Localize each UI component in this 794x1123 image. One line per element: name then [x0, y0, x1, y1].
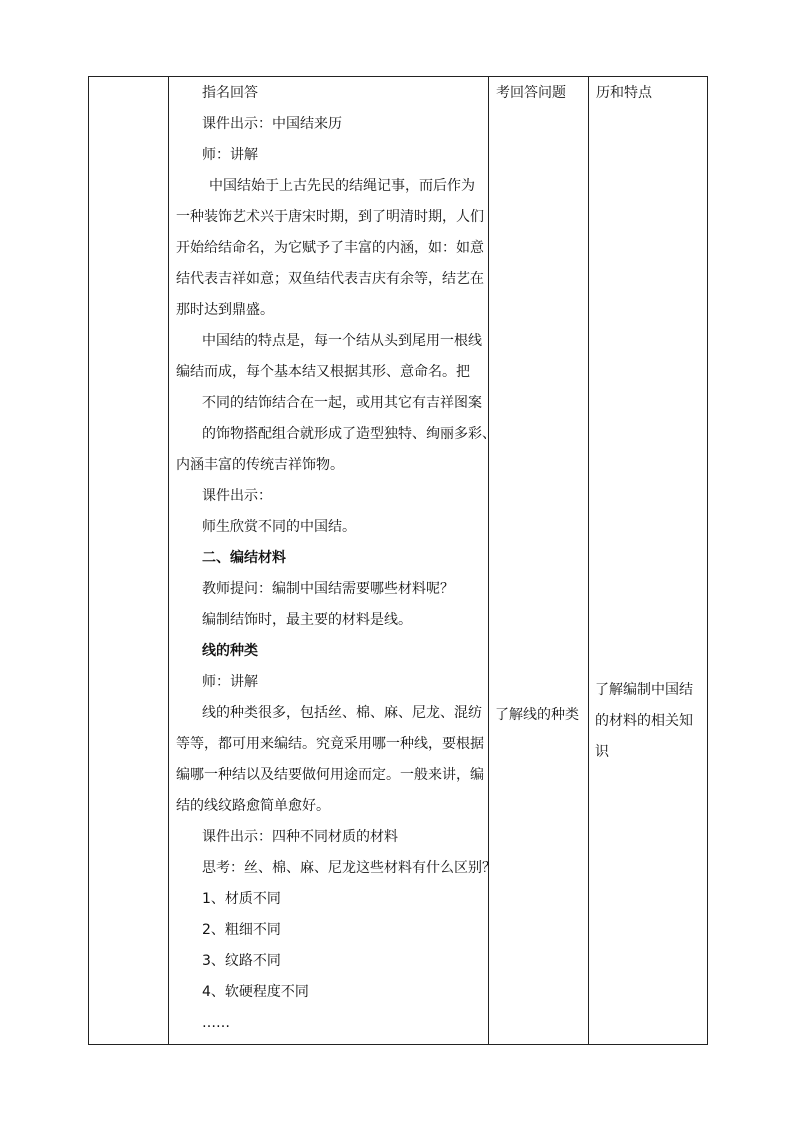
table-row — [89, 77, 708, 1045]
list-item: 4、软硬程度不同 — [202, 984, 309, 1000]
subsection-heading: 线的种类 — [202, 643, 258, 659]
section-heading: 二、编结材料 — [202, 550, 286, 566]
text-line: 师：讲解 — [202, 147, 258, 163]
text-line: 等等，都可用来编结。究竟采用哪一种线，要根据 — [176, 736, 484, 752]
lesson-plan-table — [88, 76, 708, 1045]
text-line: 一种装饰艺术兴于唐宋时期，到了明清时期，人们 — [176, 209, 484, 225]
design-intent-line: 识 — [595, 744, 609, 760]
list-item: 2、粗细不同 — [202, 922, 281, 938]
text-line: 思考：丝、棉、麻、尼龙这些材料有什么区别？ — [202, 860, 496, 876]
text-line: 师：讲解 — [202, 674, 258, 690]
text-line: 的饰物搭配组合就形成了造型独特、绚丽多彩、 — [202, 426, 496, 442]
text-line: 教师提问：编制中国结需要哪些材料呢？ — [202, 581, 454, 597]
text-line: 结的线纹路愈简单愈好。 — [176, 798, 330, 814]
student-activity-top: 考回答问题 — [496, 85, 566, 101]
design-intent-line: 了解编制中国结 — [595, 682, 693, 698]
student-activity-cell — [489, 77, 589, 1045]
list-item: 1、材质不同 — [202, 891, 281, 907]
text-line: 中国结始于上古先民的结绳记事，而后作为 — [209, 178, 475, 194]
blank-column-cell — [89, 77, 169, 1045]
student-activity-middle: 了解线的种类 — [495, 707, 579, 723]
text-line: 课件出示：四种不同材质的材料 — [202, 829, 398, 845]
text-line: 课件出示： — [202, 488, 272, 504]
text-line: 指名回答 — [202, 85, 258, 101]
text-line: 编结而成，每个基本结又根据其形、意命名。把 — [176, 364, 470, 380]
text-line: 内涵丰富的传统吉祥饰物。 — [176, 457, 344, 473]
text-line: 结代表吉祥如意；双鱼结代表吉庆有余等，结艺在 — [176, 271, 484, 287]
text-line: 那时达到鼎盛。 — [176, 302, 274, 318]
design-intent-middle — [595, 675, 693, 768]
design-intent-cell — [589, 77, 708, 1045]
design-intent-top: 历和特点 — [596, 85, 652, 101]
text-line: 课件出示：中国结来历 — [202, 116, 342, 132]
text-line: 中国结的特点是，每一个结从头到尾用一根线 — [202, 333, 482, 349]
text-line: 编制结饰时，最主要的材料是线。 — [202, 612, 412, 628]
teaching-process-cell — [169, 77, 496, 1045]
text-line: 开始给结命名，为它赋予了丰富的内涵，如：如意 — [176, 240, 484, 256]
text-line: 编哪一种结以及结要做何用途而定。一般来讲，编 — [176, 767, 484, 783]
ellipsis-line: …… — [202, 1015, 230, 1031]
text-line: 线的种类很多，包括丝、棉、麻、尼龙、混纺 — [202, 705, 482, 721]
text-line: 不同的结饰结合在一起，或用其它有吉祥图案 — [202, 395, 482, 411]
design-intent-line: 的材料的相关知 — [595, 713, 693, 729]
list-item: 3、纹路不同 — [202, 953, 281, 969]
text-line: 师生欣赏不同的中国结。 — [202, 519, 356, 535]
